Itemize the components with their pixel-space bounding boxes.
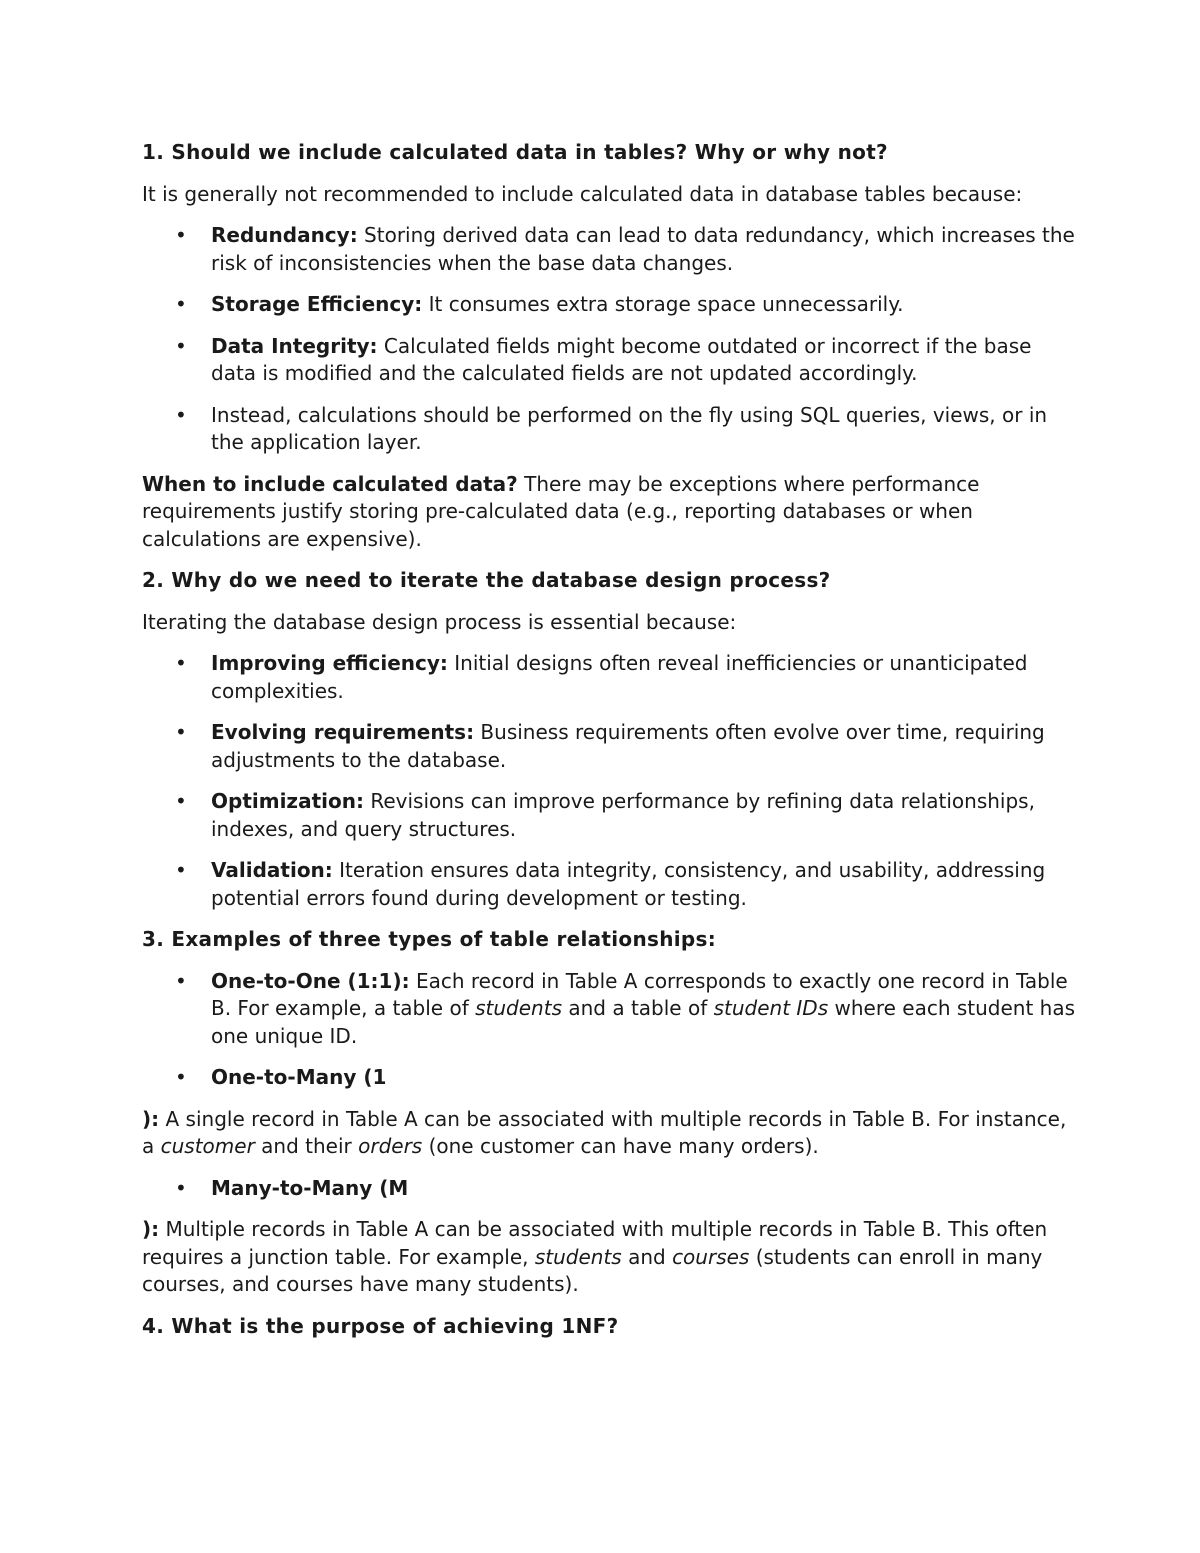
continuation-term: ): (142, 1106, 160, 1131)
item-term: One-to-Many (1 (211, 1065, 387, 1089)
list-item (142, 788, 1082, 843)
item-text: Initial designs often reveal inefficiencies or unanticipated complexities. (211, 651, 1028, 703)
item-text: and a table of (561, 996, 714, 1020)
item-text: Instead, calculations should be performed on the fly using SQL queries, views, or in the application layer. (211, 402, 1048, 454)
section-2-heading: 2. Why do we need to iterate the database design process? (142, 568, 831, 592)
list-item (142, 1175, 1082, 1203)
section-1-note (142, 471, 1082, 554)
item-text: and their (254, 1134, 359, 1158)
list-item (142, 333, 1082, 388)
item-text: Iteration ensures data integrity, consistency, and usability, addressing potential errors found during development or testing. (211, 858, 1046, 910)
list-item (142, 402, 1082, 457)
section-1-intro: It is generally not recommended to include calculated data in database tables because: (142, 181, 1023, 206)
item-text: Each record in Table A corresponds to exactly one record in Table B. For example, a table of (211, 968, 1068, 1020)
list-item (142, 222, 1082, 277)
list-item (142, 719, 1082, 774)
item-text: A single record in Table A can be associated with multiple records in Table B. For instance, a (142, 1106, 1067, 1158)
item-text: Business requirements often evolve over time, requiring adjustments to the database. (211, 720, 1045, 772)
bullet-icon: • (175, 1065, 187, 1089)
bullet-icon: • (175, 651, 187, 675)
item-term: Data Integrity: (211, 333, 378, 358)
list-item (142, 857, 1082, 912)
bullet-icon: • (175, 333, 187, 358)
item-term: Optimization: (211, 789, 364, 813)
section-3-list-a (142, 968, 1082, 1092)
item-term: Storage Efficiency: (211, 292, 423, 316)
bullet-icon: • (175, 858, 187, 882)
item-italic: orders (358, 1134, 423, 1158)
item-text: It consumes extra storage space unnecessarily. (422, 292, 904, 316)
bullet-icon: • (175, 968, 187, 993)
section-2-intro: Iterating the database design process is essential because: (142, 609, 737, 634)
item-term: Improving efficiency: (211, 651, 448, 675)
item-text: (students can enroll in many courses, and courses have many students). (142, 1244, 1043, 1296)
list-item (142, 968, 1082, 1051)
one-to-many-continuation (142, 1106, 1082, 1161)
item-italic: student IDs (713, 996, 829, 1020)
bullet-icon: • (175, 1175, 187, 1200)
item-text: Storing derived data can lead to data redundancy, which increases the risk of inconsistencies when the base data changes. (211, 223, 1075, 275)
section-3-list-b (142, 1175, 1082, 1203)
section-4-heading: 4. What is the purpose of achieving 1NF? (142, 1313, 619, 1338)
section-1-list (142, 222, 1082, 457)
item-text: Multiple records in Table A can be associated with multiple records in Table B. This often requires a junction table. For example, (142, 1217, 1048, 1269)
item-term: One-to-One (1:1): (211, 968, 410, 993)
many-to-many-continuation (142, 1216, 1082, 1299)
item-text: Revisions can improve performance by refining data relationships, indexes, and query structures. (211, 789, 1035, 841)
item-text: and (621, 1244, 673, 1269)
item-text: Calculated fields might become outdated or incorrect if the base data is modified and the calculated fields are not updated accordingly. (211, 333, 1032, 385)
continuation-term: ): (142, 1217, 160, 1241)
bullet-icon: • (175, 402, 187, 427)
list-item (142, 291, 1082, 319)
bullet-icon: • (175, 789, 187, 813)
item-text: (one customer can have many orders). (422, 1134, 819, 1158)
item-term: Validation: (211, 858, 333, 882)
item-italic: students (534, 1244, 622, 1269)
bullet-icon: • (175, 292, 187, 316)
item-term: Redundancy: (211, 223, 358, 247)
bullet-icon: • (175, 720, 187, 744)
section-2-list (142, 650, 1082, 912)
note-text: There may be exceptions where performance requirements justify storing pre-calculated data (e.g., reporting databases or when calculations are expensive). (142, 471, 980, 551)
item-italic: customer (160, 1134, 255, 1158)
item-term: Evolving requirements: (211, 720, 475, 744)
item-term: Many-to-Many (M (211, 1175, 409, 1200)
section-1-heading: 1. Should we include calculated data in tables? Why or why not? (142, 140, 888, 164)
bullet-icon: • (175, 223, 187, 247)
list-item (142, 650, 1082, 705)
section-3-heading: 3. Examples of three types of table relationships: (142, 927, 717, 951)
list-item (142, 1064, 1082, 1092)
item-text: where each student has one unique ID. (211, 996, 1076, 1048)
note-term: When to include calculated data? (142, 471, 518, 496)
document-page (142, 139, 1082, 1354)
item-italic: students (475, 996, 562, 1020)
item-italic: courses (672, 1244, 750, 1269)
